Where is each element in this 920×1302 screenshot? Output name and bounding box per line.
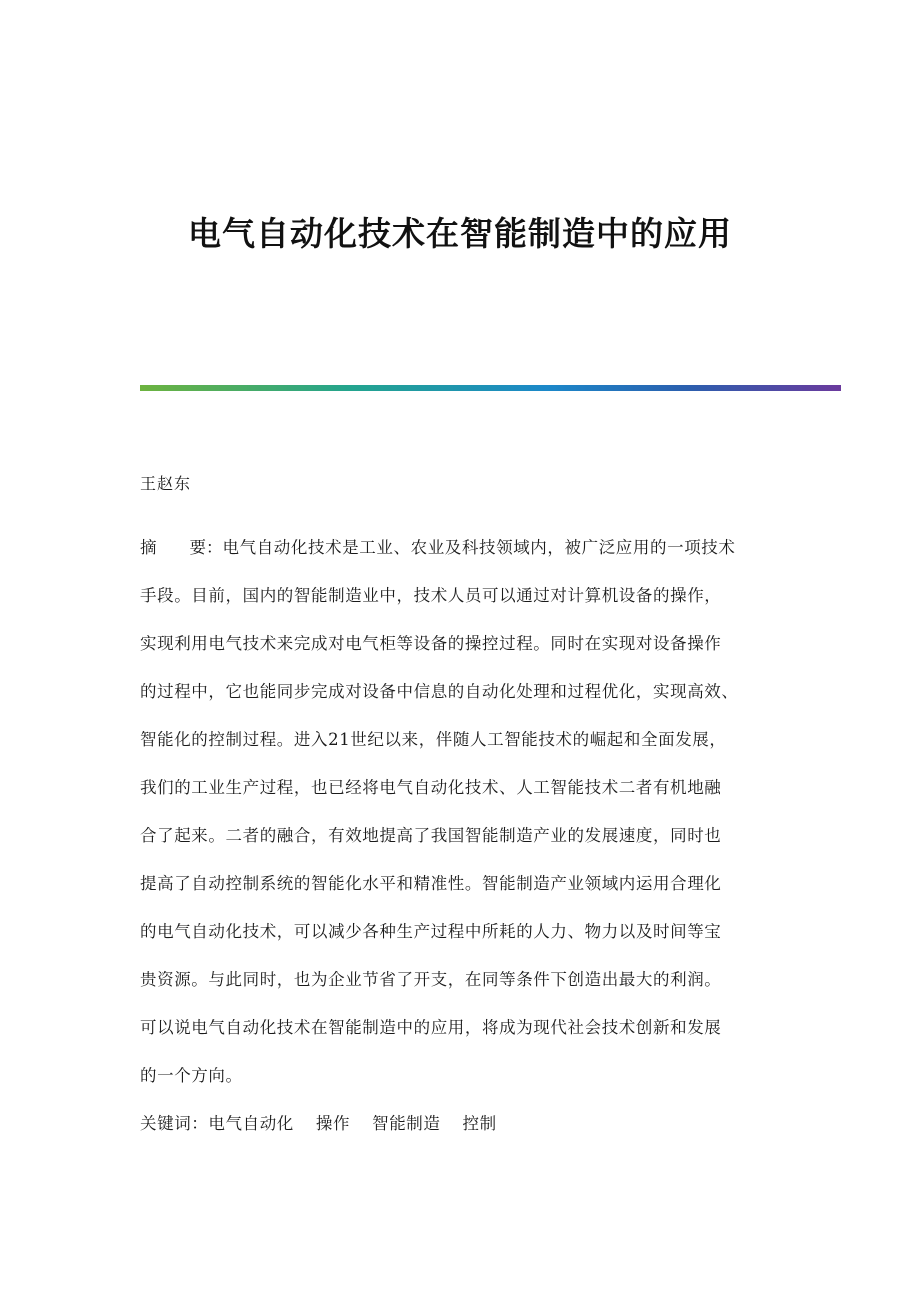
abstract-line bbox=[140, 524, 780, 572]
abstract-line: 我们的工业生产过程，也已经将电气自动化技术、人工智能技术二者有机地融 bbox=[140, 778, 722, 797]
author-name: 王赵东 bbox=[140, 474, 192, 493]
keywords-label: 关键词： bbox=[140, 1114, 209, 1133]
abstract-line: 的电气自动化技术，可以减少各种生产过程中所耗的人力、物力以及时间等宝 bbox=[140, 922, 722, 941]
document-title: 电气自动化技术在智能制造中的应用 bbox=[188, 214, 732, 253]
abstract-line: 的一个方向。 bbox=[140, 1066, 243, 1085]
abstract-line: 实现利用电气技术来完成对电气柜等设备的操控过程。同时在实现对设备操作 bbox=[140, 634, 722, 653]
keyword: 智能制造 bbox=[372, 1114, 441, 1133]
abstract-text: 电气自动化技术是工业、农业及科技领域内，被广泛应用的一项技术 bbox=[222, 538, 736, 557]
keyword: 控制 bbox=[462, 1114, 497, 1133]
abstract-line: 手段。目前，国内的智能制造业中，技术人员可以通过对计算机设备的操作， bbox=[140, 586, 722, 605]
abstract-line: 提高了自动控制系统的智能化水平和精准性。智能制造产业领域内运用合理化 bbox=[140, 874, 722, 893]
abstract-line: 智能化的控制过程。进入21世纪以来，伴随人工智能技术的崛起和全面发展， bbox=[140, 730, 727, 749]
keyword: 电气自动化 bbox=[208, 1114, 294, 1133]
abstract-line: 贵资源。与此同时，也为企业节省了开支，在同等条件下创造出最大的利润。 bbox=[140, 970, 722, 989]
abstract-line: 可以说电气自动化技术在智能制造中的应用，将成为现代社会技术创新和发展 bbox=[140, 1018, 722, 1037]
abstract-line: 的过程中，它也能同步完成对设备中信息的自动化处理和过程优化，实现高效、 bbox=[140, 682, 739, 701]
keyword: 操作 bbox=[315, 1114, 351, 1133]
abstract-label: 摘 要： bbox=[140, 538, 223, 557]
title-divider bbox=[140, 385, 841, 391]
abstract bbox=[140, 524, 780, 1100]
keywords bbox=[140, 1112, 497, 1136]
abstract-line: 合了起来。二者的融合，有效地提高了我国智能制造产业的发展速度，同时也 bbox=[140, 826, 722, 845]
